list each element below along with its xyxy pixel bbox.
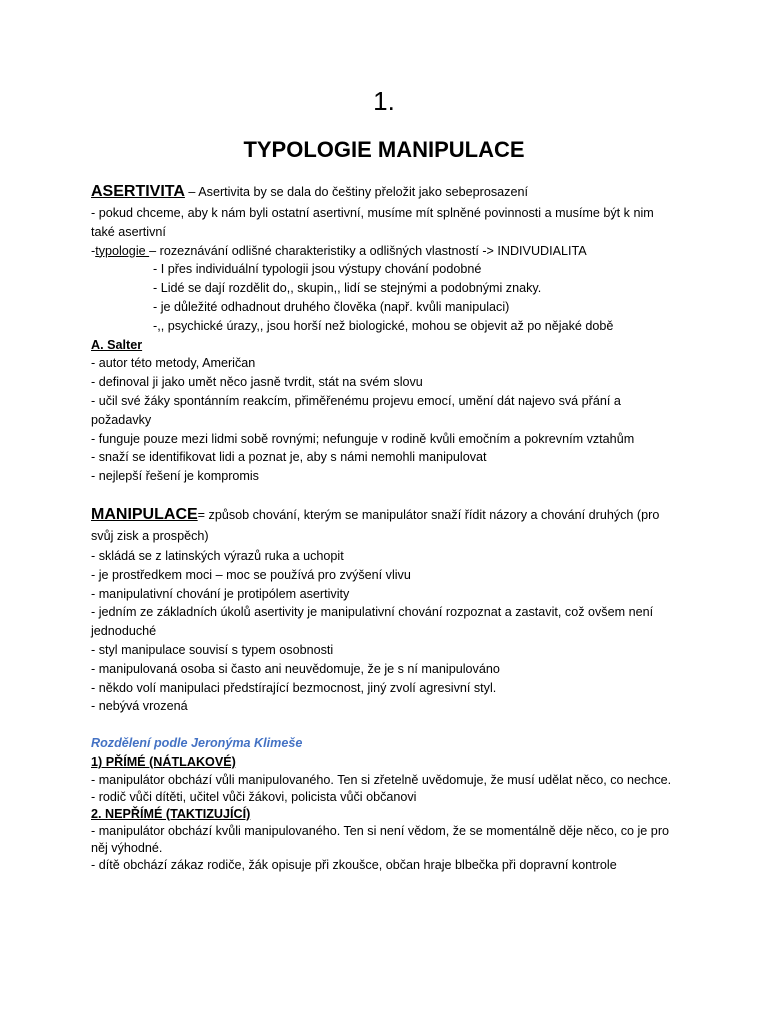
asertivita-line: - pokud chceme, aby k nám byli ostatní asertivní, musíme mít splněné povinnosti a musíme být k nim také asertivní — [91, 206, 654, 239]
list-item: - manipulativní chování je protipólem asertivity — [91, 586, 350, 601]
list-item: - autor této metody, Američan — [91, 356, 256, 371]
list-item: - styl manipulace souvisí s typem osobnosti — [91, 642, 334, 657]
list-item: - učil své žáky spontánním reakcím, přiměřenému projevu emocí, umění dát najevo svá přání a požadavky — [91, 393, 621, 427]
list-item: - někdo volí manipulaci předstírající bezmocnost, jiný zvolí agresivní styl. — [91, 680, 497, 695]
list-item: - je prostředkem moci – moc se používá pro zvýšení vlivu — [91, 567, 411, 582]
manipulace-def: = způsob chování, kterým se manipulátor snaží řídit názory a chování druhých (pro svůj zisk a prospěch) — [91, 507, 660, 543]
list-item: - snaží se identifikovat lidi a poznat je, aby s námi nemohli manipulovat — [91, 450, 487, 465]
list-item: -,, psychické úrazy,, jsou horší než biologické, mohou se objevit až po nějaké době — [153, 318, 614, 333]
asertivita-def: – Asertivita by se dala do češtiny přeložit jako sebeprosazení — [184, 185, 528, 199]
chapter-number: 1. — [373, 86, 395, 116]
list-item: - manipulátor obchází vůli manipulovaného. Ten si zřetelně uvědomuje, že musí udělat něco, co nechce. — [91, 772, 672, 787]
list-item: - jedním ze základních úkolů asertivity je manipulativní chování rozpoznat a zastavit, což ovšem není jednoduché — [91, 605, 654, 639]
neprime-heading: 2. NEPŘÍMÉ (TAKTIZUJÍCÍ) — [91, 806, 251, 821]
manipulace-term: MANIPULACE — [91, 505, 198, 523]
list-item: - dítě obchází zákaz rodiče, žák opisuje při zkoušce, občan hraje blbečka při dopravní kontrole — [91, 857, 617, 872]
document-title: TYPOLOGIE MANIPULACE — [243, 137, 525, 162]
list-item: - manipulátor obchází kvůli manipulovaného. Ten si není vědom, že se momentálně děje něco, co je pro něj výhodné. — [91, 823, 670, 855]
list-item: - nejlepší řešení je kompromis — [91, 469, 259, 484]
asertivita-definition — [91, 180, 681, 204]
document-body — [91, 180, 681, 874]
list-item: - skládá se z latinských výrazů ruka a uchopit — [91, 548, 344, 563]
list-item: - definoval ji jako umět něco jasně tvrdit, stát na svém slovu — [91, 375, 423, 390]
klimes-heading: Rozdělení podle Jeronýma Klimeše — [91, 736, 303, 751]
list-item: - manipulovaná osoba si často ani neuvědomuje, že je s ní manipulováno — [91, 661, 500, 676]
list-item: - I přes individuální typologii jsou výstupy chování podobné — [153, 262, 482, 277]
list-item: - rodič vůči dítěti, učitel vůči žákovi, policista vůči občanovi — [91, 789, 417, 804]
manipulace-definition — [91, 504, 681, 547]
salter-heading: A. Salter — [91, 337, 143, 352]
list-item: - funguje pouze mezi lidmi sobě rovnými; nefunguje v rodině kvůli emočním a pokrevním vztahům — [91, 431, 635, 446]
prime-heading: 1) PŘÍMÉ (NÁTLAKOVÉ) — [91, 754, 236, 769]
typologie-line: -typologie – rozeznávání odlišné charakteristiky a odlišných vlastností -> INDIVUDIALITA — [91, 243, 587, 258]
list-item: - nebývá vrozená — [91, 699, 188, 714]
list-item: - je důležité odhadnout druhého člověka (např. kvůli manipulaci) — [153, 299, 510, 314]
typologie-word: typologie — [95, 243, 150, 258]
list-item: - Lidé se dají rozdělit do,, skupin,, lidí se stejnými a podobnými znaky. — [153, 281, 542, 296]
asertivita-term: ASERTIVITA — [91, 183, 185, 200]
